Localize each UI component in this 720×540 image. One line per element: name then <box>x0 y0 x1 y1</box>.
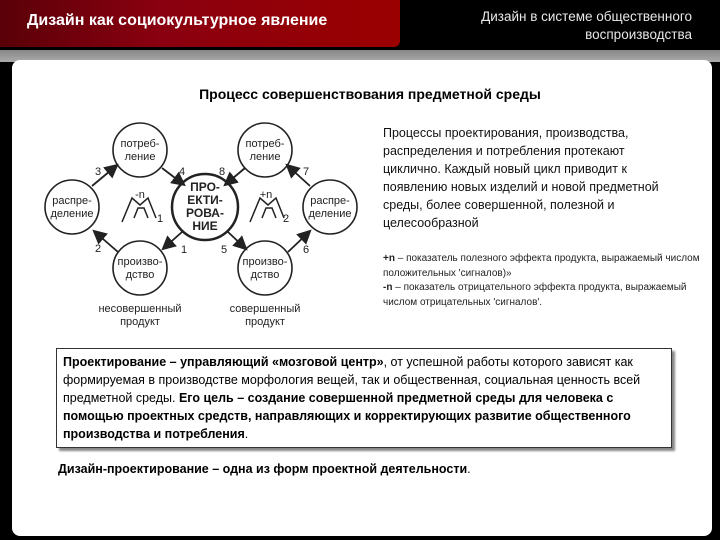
step-number: 7 <box>302 166 310 178</box>
step-number: 8 <box>218 166 226 178</box>
description-text: Процессы проектирования, производства, распределения и потребления протекают циклично. Каждый новый цикл приводит к появлению новых изделий и новой предметной среды, более совершенной, полезной и целесообразной <box>383 126 659 230</box>
sign-label: 1 <box>156 213 164 225</box>
circle-consumption-left <box>113 123 167 177</box>
center-label: НИЕ <box>192 219 218 233</box>
box-bold: Его цель – создание совершенной предметной среды для человека с помощью проектных средств, направляющих и корректирующих развитие общественного производства и потребления <box>63 391 631 441</box>
step-number: 4 <box>178 166 186 178</box>
sign-label: 2 <box>282 213 290 225</box>
slide-title: Процесс совершенствования предметной среды <box>199 86 541 102</box>
center-label: РОВА- <box>186 206 224 220</box>
product-label: несовершенный <box>98 303 182 315</box>
circle-production-right <box>238 241 292 295</box>
arrow-1 <box>164 232 182 248</box>
final-bold: Дизайн-проектирование – одна из форм проектной деятельности <box>58 462 468 476</box>
header-left <box>0 0 400 47</box>
final-statement <box>58 462 471 476</box>
note-minus <box>383 281 703 310</box>
node-label: произво- <box>117 256 163 268</box>
box-text: . <box>244 427 249 441</box>
node-label: ление <box>124 151 156 163</box>
center-label: ПРО- <box>190 180 220 194</box>
note-key: -n <box>383 282 393 293</box>
center-label: ЕКТИ- <box>187 193 223 207</box>
box-text: , от успешной работы которого зависят как формируемая в производстве морфология вещей, так и общественная, социальная ценность всей предметной среды. <box>63 355 641 405</box>
note-key: +n <box>383 253 395 264</box>
arrow-8 <box>226 168 245 184</box>
minus-signal-icon <box>122 198 156 222</box>
node-label: произво- <box>242 256 288 268</box>
circle-distribution-left <box>45 180 99 234</box>
product-label: совершенный <box>229 303 301 315</box>
notes <box>383 252 703 310</box>
header-subtitle <box>392 8 692 44</box>
circle-production-left <box>113 241 167 295</box>
note-plus <box>383 252 703 281</box>
subtitle-line: воспроизводства <box>585 27 692 42</box>
arrow-5 <box>228 232 245 248</box>
step-number: 2 <box>94 243 102 255</box>
node-label: распре- <box>52 195 92 207</box>
node-label: ление <box>249 151 281 163</box>
node-label: дство <box>125 269 155 281</box>
step-number: 3 <box>94 166 102 178</box>
final-rest: . <box>467 462 471 476</box>
header-title: Дизайн как социокультурное явление <box>27 12 328 29</box>
node-label: потреб- <box>120 138 160 150</box>
circle-distribution-right <box>303 180 357 234</box>
box-bold: Проектирование – управляющий «мозговой центр» <box>63 355 384 369</box>
step-number: 6 <box>302 244 310 256</box>
node-label: распре- <box>310 195 350 207</box>
sign-label: -n <box>135 189 145 201</box>
product-label: продукт <box>245 316 285 328</box>
node-label: потреб- <box>245 138 285 150</box>
node-label: дство <box>250 269 280 281</box>
step-number: 1 <box>180 244 188 256</box>
definition-box <box>56 348 672 448</box>
note-text: – показатель полезного эффекта продукта, выражаемый числом положительных 'сигналов)» <box>383 253 700 279</box>
sign-label: +n <box>259 189 273 201</box>
circle-consumption-right <box>238 123 292 177</box>
step-number: 5 <box>220 244 228 256</box>
node-label: деление <box>50 208 94 220</box>
node-label: деление <box>308 208 352 220</box>
design-cycle-diagram <box>40 115 370 335</box>
note-text: – показатель отрицательного эффекта продукта, выражаемый числом отрицательных 'сигналов'. <box>383 282 687 308</box>
subtitle-line: Дизайн в системе общественного <box>481 9 692 24</box>
plus-signal-icon <box>250 198 284 222</box>
product-label: продукт <box>120 316 160 328</box>
